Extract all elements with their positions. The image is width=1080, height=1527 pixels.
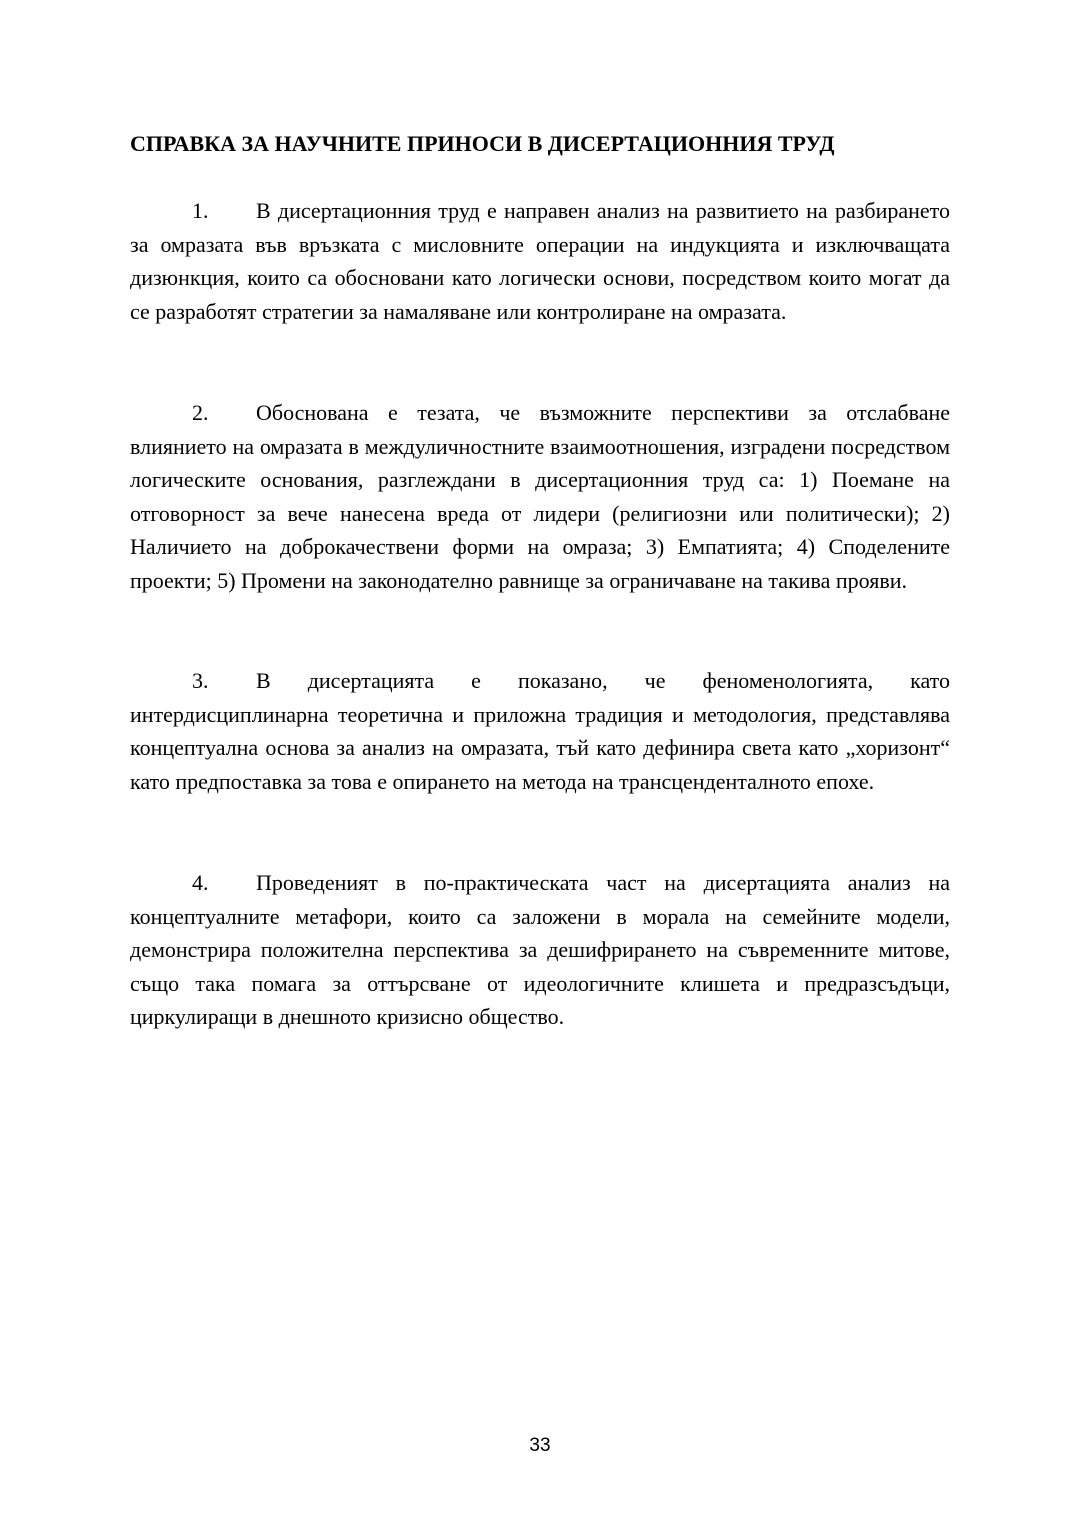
contribution-item-4 <box>130 866 950 1034</box>
item-number: 2. <box>192 400 209 425</box>
item-text: Обоснована е тезата, че възможните перспективи за отслабване влиянието на омразата в междуличностните взаимоотношения, изградени посредством логическите основания, разглеждани в дисертационния труд са: 1) Поемане на отговорност за вече нанесена вреда от лидери (религиозни или политически); 2) Наличието на доброкачествени форми на омраза; 3) Емпатията; 4) Споделените проекти; 5) Промени на законодателно равнище за ограничаване на такива прояви. <box>130 400 950 593</box>
item-text: Проведеният в по-практическата част на дисертацията анализ на концептуалните метафори, които са заложени в морала на семейните модели, демонстрира положителна перспектива за дешифрирането на съвременните митове, също така помага за оттърсване от идеологичните клишета и предразсъдъци, циркулиращи в днешното кризисно общество. <box>130 870 950 1030</box>
contribution-item-3 <box>130 664 950 798</box>
contribution-item-1 <box>130 194 950 328</box>
item-text: В дисертацията е показано, че феноменологията, като интердисциплинарна теоретична и приложна традиция и методология, представлява концептуална основа за анализ на омразата, тъй като дефинира света като „хоризонт“ като предпоставка за това е опирането на метода на трансценденталното епохе. <box>130 668 950 794</box>
contribution-item-2 <box>130 396 950 598</box>
item-number: 3. <box>192 668 209 693</box>
page-title: СПРАВКА ЗА НАУЧНИТЕ ПРИНОСИ В ДИСЕРТАЦИОННИЯ ТРУД <box>130 131 835 156</box>
item-number: 4. <box>192 870 209 895</box>
page-number: 33 <box>529 1435 551 1456</box>
item-number: 1. <box>192 198 209 223</box>
item-text: В дисертационния труд е направен анализ на развитието на разбирането за омразата във връзката с мисловните операции на индукцията и изключващата дизюнкция, които са обосновани като логически основи, посредством които могат да се разработят стратегии за намаляване или контролиране на омразата. <box>130 198 950 324</box>
